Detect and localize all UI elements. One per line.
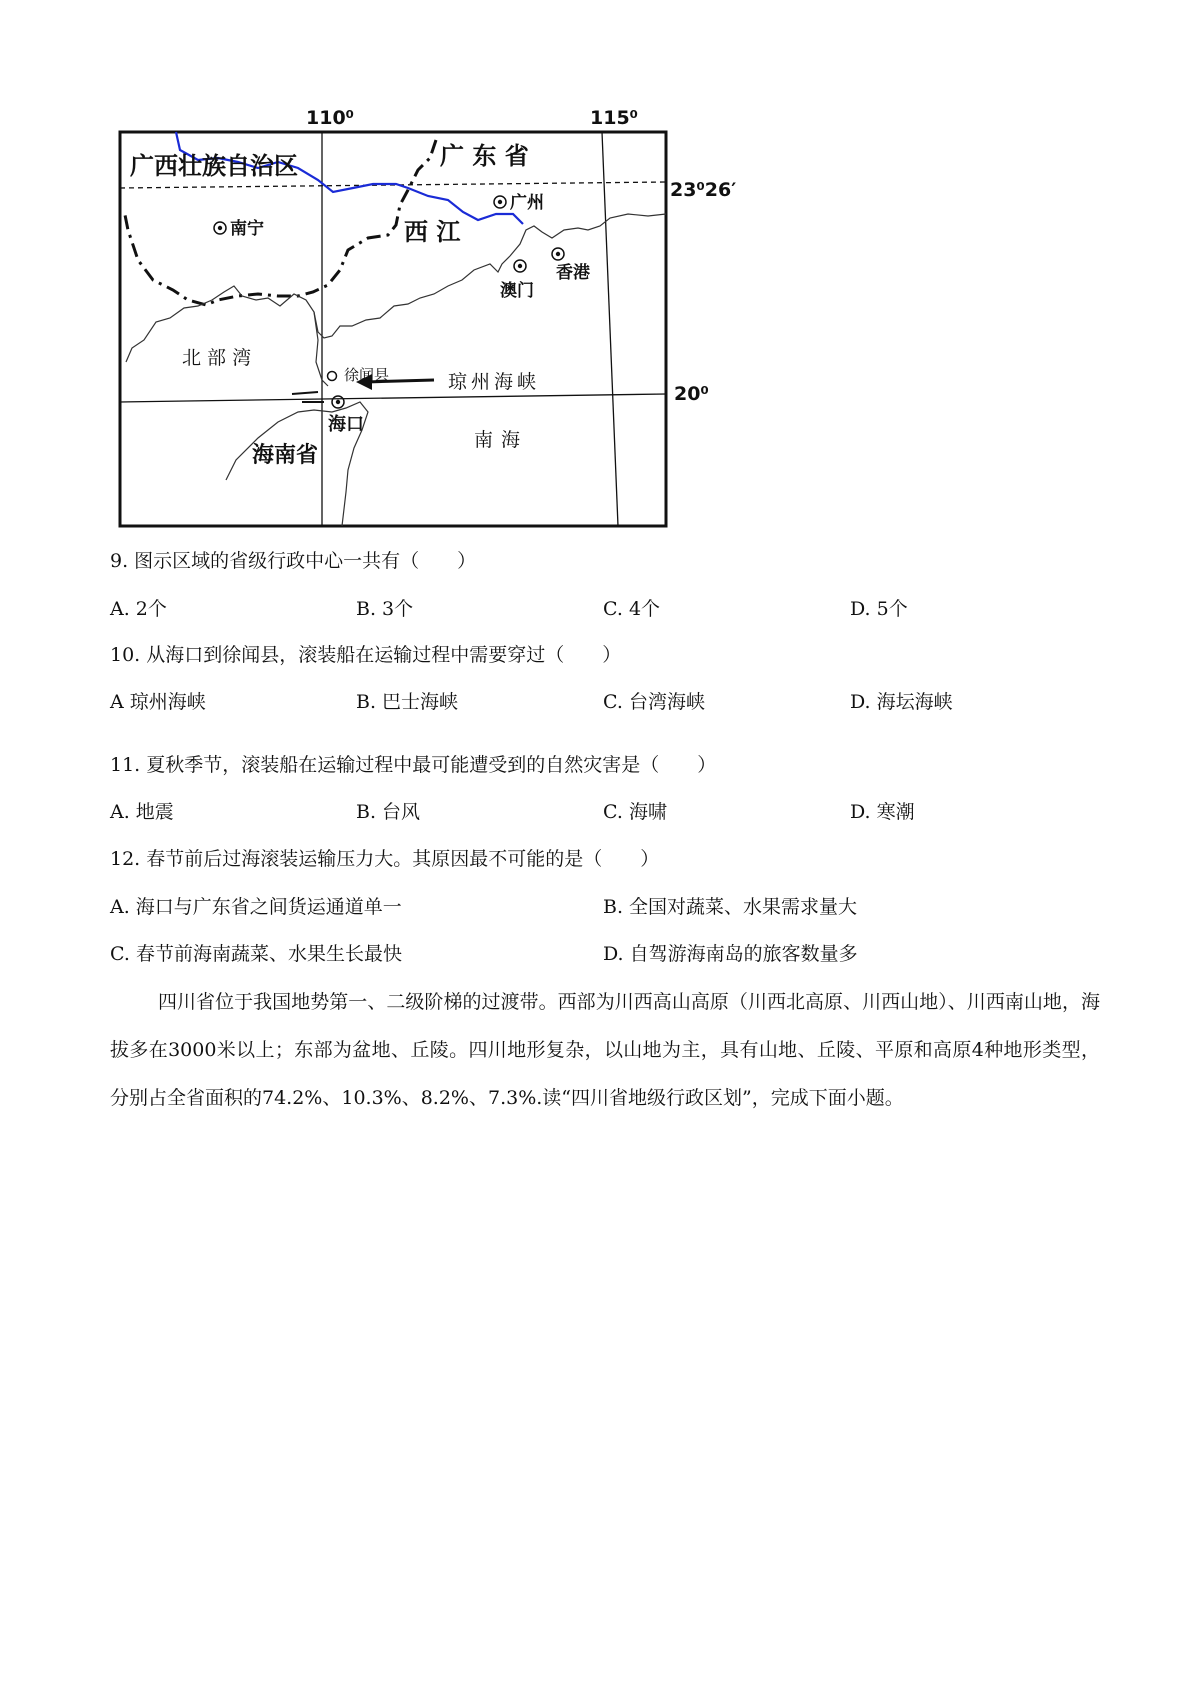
q10-option-c[interactable]: C. 台湾海峡 (603, 691, 705, 713)
q9-option-a[interactable]: A. 2个 (110, 598, 167, 620)
q10-option-d[interactable]: D. 海坛海峡 (850, 691, 953, 713)
lon-115-label: 115⁰ (590, 107, 638, 129)
regional-map (118, 100, 738, 530)
question-9-stem: 9. 图示区域的省级行政中心一共有（ ） (110, 550, 477, 572)
macau-label: 澳门 (500, 281, 534, 301)
q10-option-a[interactable]: A 琼州海峡 (110, 691, 206, 713)
sichuan-passage: 四川省位于我国地势第一、二级阶梯的过渡带。西部为川西高山高原（川西北高原、川西山地）、川西南山地，海拔多在3000米以上；东部为盆地、丘陵。四川地形复杂，以山地为主，具有山地、丘陵、平原和高原4种地形类型，分别占全省面积的74.2%、10.3%、8.2%、7.3%.读“四川省地级行政区划”，完成下面小题。 (110, 991, 1100, 1109)
q11-option-b[interactable]: B. 台风 (356, 801, 421, 823)
south-sea-label: 南 海 (474, 429, 522, 451)
q11-option-a[interactable]: A. 地震 (110, 801, 174, 823)
nanning-label: 南宁 (230, 219, 264, 239)
q12-option-b[interactable]: B. 全国对蔬菜、水果需求量大 (603, 896, 858, 918)
guangdong-label: 广 东 省 (440, 142, 529, 170)
xijiang-label: 西 江 (404, 218, 461, 246)
q12-option-c[interactable]: C. 春节前海南蔬菜、水果生长最快 (110, 943, 402, 965)
q9-option-c[interactable]: C. 4个 (603, 598, 661, 620)
map-frame (120, 132, 666, 526)
question-12-stem: 12. 春节前后过海滚装运输压力大。其原因最不可能的是（ ） (110, 848, 660, 870)
xuwen-label: 徐闻县 (344, 366, 390, 384)
hongkong-label: 香港 (556, 263, 590, 283)
q10-option-b[interactable]: B. 巴士海峡 (356, 691, 459, 713)
hainan-label: 海南省 (252, 443, 319, 468)
guangzhou-label: 广州 (510, 193, 544, 213)
lon-110-label: 110⁰ (306, 107, 354, 129)
q12-option-d[interactable]: D. 自驾游海南岛的旅客数量多 (603, 943, 858, 965)
guangxi-label: 广西壮族自治区 (130, 152, 298, 180)
question-11-stem: 11. 夏秋季节，滚装船在运输过程中最可能遭受到的自然灾害是（ ） (110, 754, 717, 776)
q11-option-c[interactable]: C. 海啸 (603, 801, 667, 823)
lat-tropic-label: 23⁰26′ (670, 179, 737, 201)
q9-option-b[interactable]: B. 3个 (356, 598, 414, 620)
haikou-label: 海口 (328, 414, 364, 435)
q12-option-a[interactable]: A. 海口与广东省之间货运通道单一 (110, 896, 402, 918)
q9-option-d[interactable]: D. 5个 (850, 598, 908, 620)
lat-20-label: 20⁰ (674, 383, 709, 405)
q11-option-d[interactable]: D. 寒潮 (850, 801, 915, 823)
beibu-gulf-label: 北 部 湾 (182, 347, 252, 369)
qiongzhou-strait-label: 琼州海峡 (448, 371, 541, 393)
question-10-stem: 10. 从海口到徐闻县，滚装船在运输过程中需要穿过（ ） (110, 644, 622, 666)
